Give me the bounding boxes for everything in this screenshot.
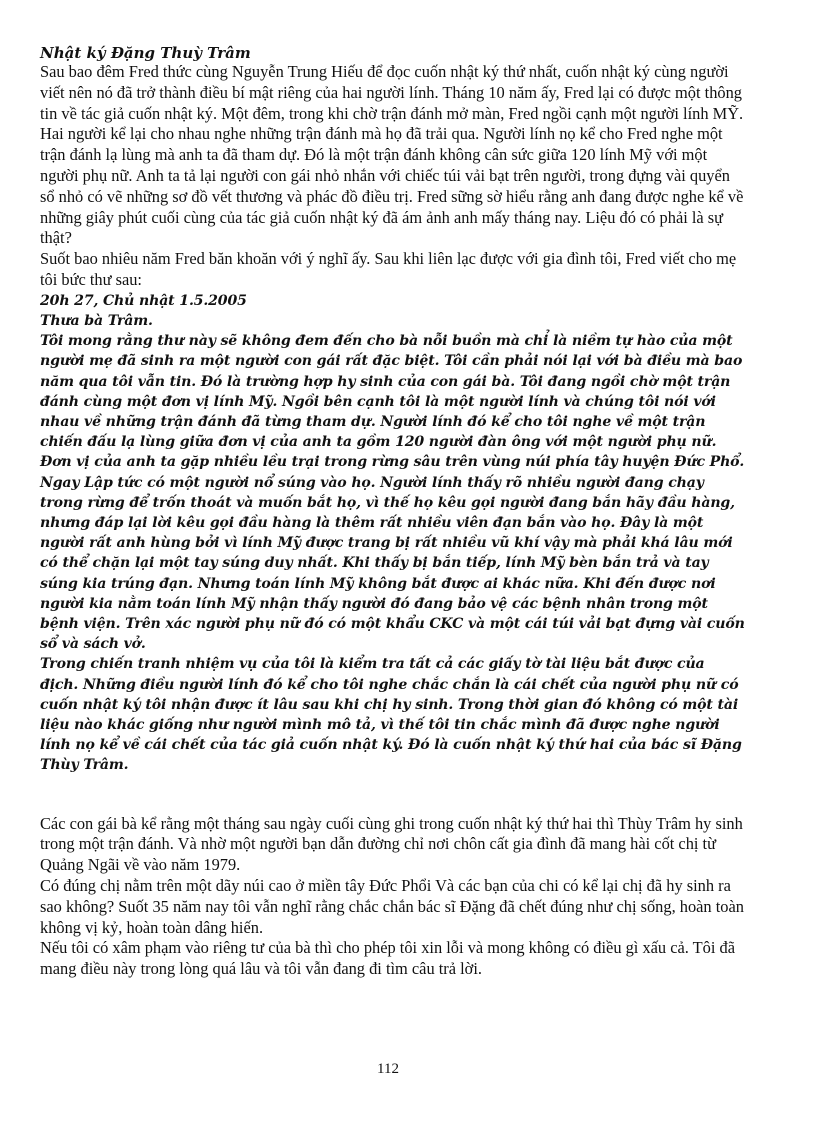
document-heading: Nhật ký Đặng Thuỳ Trâm: [40, 44, 251, 62]
document-page: [40, 44, 746, 980]
section-spacer: [40, 776, 746, 814]
letter-paragraph: Trong chiến tranh nhiệm vụ của tôi là kiểm tra tất cả các giấy tờ tài liệu bắt được của địch. Những điều người lính đó kể cho tôi nghe chắc chắn là cái chết của người phụ nữ có cuốn nhật ký tôi nhận được ít lâu sau khi chị hy sinh. Trong thời gian đó không có một tài liệu nào khác giống như người mình mô tả, vì thế tôi tin chắc mình đã được nghe người lính nọ kể về cái chết của tác giả cuốn nhật ký. Đó là cuốn nhật ký thứ hai của bác sĩ Đặng Thùy Trâm.: [40, 656, 742, 774]
letter-paragraph: Tôi mong rằng thư này sẽ không đem đến cho bà nỗi buồn mà chỉ là niềm tự hào của một người mẹ đã sinh ra một người con gái rất đặc biệt. Tôi cần phải nói lại với bà điều mà bao năm qua tôi vẫn tin. Đó là trường hợp hy sinh của con gái bà. Tôi đang ngồi chờ một trận đánh cùng một đơn vị lính Mỹ. Ngồi bên cạnh tôi là một người lính và chúng tôi nói với nhau về những trận đánh đã từng tham dự. Người lính đó kể cho tôi nghe về một trận chiến đấu lạ lùng giữa đơn vị của anh ta gồm 120 người đàn ông với một người phụ nữ. Đơn vị của anh ta gặp nhiều lều trại trong rừng sâu trên vùng núi phía tây huyện Đức Phổ. Ngay Lập tức có một người nổ súng vào họ. Người lính thấy rõ nhiều người đang chạy trong rừng để trốn thoát và muốn bắt họ, vì thế họ kêu gọi người đang bắn hãy đầu hàng, nhưng đáp lại lời kêu gọi đầu hàng là thêm rất nhiều viên đạn bắn vào họ. Đây là một người rất anh hùng bởi vì lính Mỹ được trang bị rất nhiều vũ khí vậy mà phải khá lâu mới có thể chặn lại một tay súng duy nhất. Khi thấy bị bắn tiếp, lính Mỹ bèn bắn trả và tay súng kia trúng đạn. Nhưng toán lính Mỹ không bắt được ai khác nữa. Khi đến được nơi người kia nằm toán lính Mỹ nhận thấy người đó đang bảo vệ các bệnh nhân trong một bệnh viện. Trên xác người phụ nữ đó có một khẩu CKC và một cái túi vải bạt đựng vài cuốn sổ và sách vở.: [40, 333, 745, 653]
closing-paragraph: Có đúng chị nằm trên một dãy núi cao ở miền tây Đức Phổi Và các bạn của chi có kể lại chị đã hy sinh ra sao không? Suốt 35 năm nay tôi vẫn nghĩ rằng chắc chắn bác sĩ Đặng đã chết đúng như chị sống, hoàn toàn không vị kỷ, hoàn toàn dâng hiến.: [40, 876, 744, 937]
letter-salutation: Thưa bà Trâm.: [40, 312, 153, 329]
intro-paragraph: Sau bao đêm Fred thức cùng Nguyễn Trung Hiếu để đọc cuốn nhật ký thứ nhất, cuốn nhật ký cùng người viết nên nó đã trở thành điều bí mật riêng của hai người lính. Tháng 10 năm ấy, Fred lại có được một thông tin về tác giả cuốn nhật ký. Một đêm, trong khi chờ trận đánh mở màn, Fred ngồi cạnh một người lính MỸ. Hai người kể lại cho nhau nghe những trận đánh mà họ đã trải qua. Người lính nọ kể cho Fred nghe một trận đánh lạ lùng mà anh ta đã tham dự. Đó là một trận đánh không cân sức giữa 120 lính Mỹ với một người phụ nữ. Anh ta tả lại người con gái nhỏ nhắn với chiếc túi vải bạt trên người, trong đựng vài quyển sổ nhỏ có vẽ những sơ đồ vết thương và phác đồ điều trị. Fred sững sờ hiểu rằng anh đang được nghe kể về những giây phút cuối cùng của tác giả cuốn nhật ký đã ám ảnh anh mấy tháng nay. Liệu đó có phải là sự thật?: [40, 62, 744, 248]
letter-date: 20h 27, Chủ nhật 1.5.2005: [40, 292, 247, 309]
closing-paragraph: Các con gái bà kể rằng một tháng sau ngày cuối cùng ghi trong cuốn nhật ký thứ hai thì Thùy Trâm hy sinh trong một trận đánh. Và nhờ một người bạn dẫn đường chỉ nơi chôn cất gia đình đã mang hài cốt chị từ Quảng Ngãi về vào năm 1979.: [40, 813, 743, 875]
page-number: 112: [377, 1061, 399, 1077]
intro-paragraph: Suốt bao nhiêu năm Fred băn khoăn với ý nghĩ ấy. Sau khi liên lạc được với gia đình tôi, Fred viết cho mẹ tôi bức thư sau:: [40, 249, 737, 289]
quoted-letter: [40, 291, 746, 776]
closing-paragraph: Nếu tôi có xâm phạm vào riêng tư của bà thì cho phép tôi xin lỗi và mong không có điều gì xấu cả. Tôi đã mang điều này trong lòng quá lâu và tôi vẫn đang đi tìm câu trả lời.: [40, 938, 736, 979]
